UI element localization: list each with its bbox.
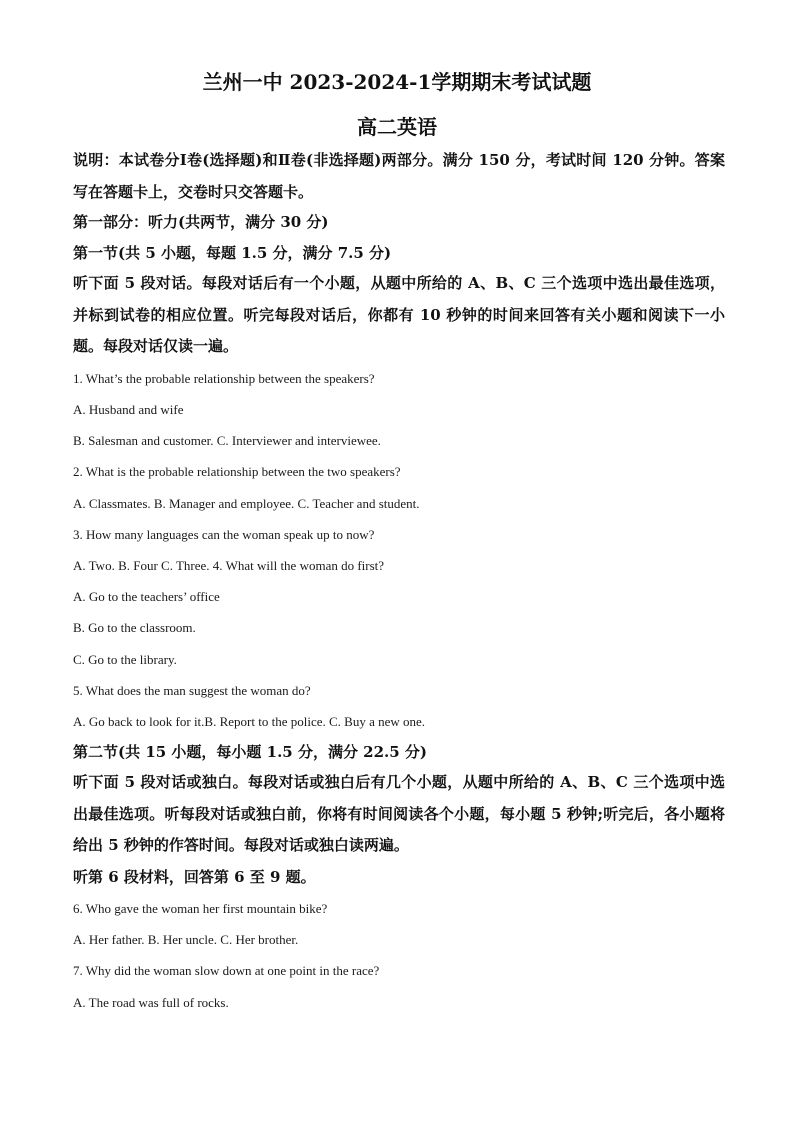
question-4-option-c: C. Go to the library. (73, 652, 177, 667)
exam-title: 兰州一中 2023-2024-1学期期末考试试题 (202, 70, 592, 94)
question-3: 3. How many languages can the woman speak up to now? (73, 527, 375, 542)
exam-instructions: 说明：本试卷分Ⅰ卷(选择题)和Ⅱ卷(非选择题)两部分。满分 150 分，考试时间 120 分钟。答案写在答题卡上，交卷时只交答题卡。 (73, 151, 725, 201)
question-2: 2. What is the probable relationship between the two speakers? (73, 464, 401, 479)
section2-heading: 第二节(共 15 小题，每小题 1.5 分，满分 22.5 分) (73, 743, 428, 761)
part1-heading: 第一部分：听力(共两节，满分 30 分) (73, 213, 329, 231)
exam-subtitle: 高二英语 (357, 115, 437, 139)
question-4-option-a: A. Go to the teachers’ office (73, 589, 220, 604)
question-4-option-b: B. Go to the classroom. (73, 620, 196, 635)
question-3-options-question-4: A. Two. B. Four C. Three. 4. What will the woman do first? (73, 558, 385, 573)
question-7-option-a: A. The road was full of rocks. (73, 995, 229, 1010)
section1-directions: 听下面 5 段对话。每段对话后有一个小题，从题中所给的 A、B、C 三个选项中选出最佳选项，并标到试卷的相应位置。听完每段对话后，你都有 10 秒钟的时间来回答有关小题和阅读下一小题。每段对话仅读一遍。 (73, 274, 725, 355)
question-6-options: A. Her father. B. Her uncle. C. Her brother. (73, 932, 299, 947)
material-6-heading: 听第 6 段材料，回答第 6 至 9 题。 (73, 868, 316, 886)
question-1-options-bc: B. Salesman and customer. C. Interviewer and interviewee. (73, 433, 381, 448)
question-1: 1. What’s the probable relationship between the speakers? (73, 371, 375, 386)
question-7: 7. Why did the woman slow down at one point in the race? (73, 963, 380, 978)
question-5-options: A. Go back to look for it.B. Report to the police. C. Buy a new one. (73, 714, 426, 729)
question-1-option-a: A. Husband and wife (73, 402, 184, 417)
question-6: 6. Who gave the woman her first mountain bike? (73, 901, 328, 916)
section1-heading: 第一节(共 5 小题，每题 1.5 分，满分 7.5 分) (73, 244, 392, 262)
question-5: 5. What does the man suggest the woman do? (73, 683, 311, 698)
question-2-options: A. Classmates. B. Manager and employee. C. Teacher and student. (73, 496, 420, 511)
section2-directions: 听下面 5 段对话或独白。每段对话或独白后有几个小题，从题中所给的 A、B、C 三个选项中选出最佳选项。听每段对话或独白前，你将有时间阅读各个小题，每小题 5 秒钟;听完后，各小题将给出 5 秒钟的作答时间。每段对话或独白读两遍。 (73, 773, 725, 854)
